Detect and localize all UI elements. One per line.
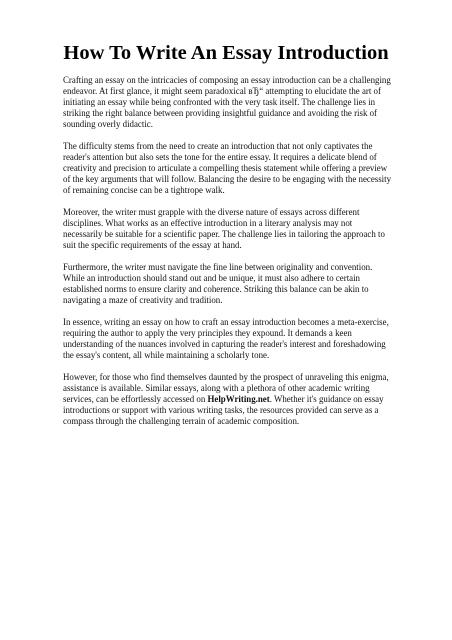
page-title: How To Write An Essay Introduction <box>63 42 389 64</box>
paragraph-3: Moreover, the writer must grapple with the diverse nature of essays across different disciplines. What works as an effective introduction in a literary analysis may not necessarily be suitable for a scientific paper. The challenge lies in tailoring the approach to suit the specific requirements of the essay at hand. <box>63 207 385 250</box>
paragraph-2: The difficulty stems from the need to create an introduction that not only captivates the reader's attention but also sets the tone for the entire essay. It requires a delicate blend of creativity and precision to articulate a compelling thesis statement while offering a preview of the key arguments that will follow. Balancing the desire to be engaging with the necessity of remaining concise can be a tightrope walk. <box>63 141 392 195</box>
paragraph-6 <box>63 372 393 427</box>
paragraph-5: In essence, writing an essay on how to craft an essay introduction becomes a meta-exercise, requiring the author to apply the very principles they expound. It demands a keen understanding of the nuances involved in capturing the reader's interest and foreshadowing the essay's content, all while maintaining a scholarly tone. <box>63 317 389 360</box>
paragraph-4: Furthermore, the writer must navigate the fine line between originality and convention. While an introduction should stand out and be unique, it must also adhere to certain established norms to ensure clarity and coherence. Striking this balance can be akin to navigating a maze of creativity and tradition. <box>63 262 373 305</box>
paragraph-6-text-before-link: However, for those who find themselves daunted by the prospect of unraveling this enigma, assistance is available. Similar essays, along with a plethora of other academic writing services, can be effortlessly accessed on <box>63 372 389 404</box>
paragraph-1: Crafting an essay on the intricacies of composing an essay introduction can be a challenging endeavor. At first glance, it might seem paradoxical вЂ“ attempting to elucidate the art of initiating an essay while being confronted with the very task itself. The challenge lies in striking the right balance between providing insightful guidance and avoiding the risk of sounding overly didactic. <box>63 75 391 129</box>
paragraph-6-text-after-link: . Whether it's guidance on essay introductions or support with various writing tasks, the resources provided can serve as a compass through the challenging terrain of academic composition. <box>63 394 384 426</box>
document-body <box>63 75 393 438</box>
helpwriting-link[interactable]: HelpWriting.net <box>207 394 270 404</box>
